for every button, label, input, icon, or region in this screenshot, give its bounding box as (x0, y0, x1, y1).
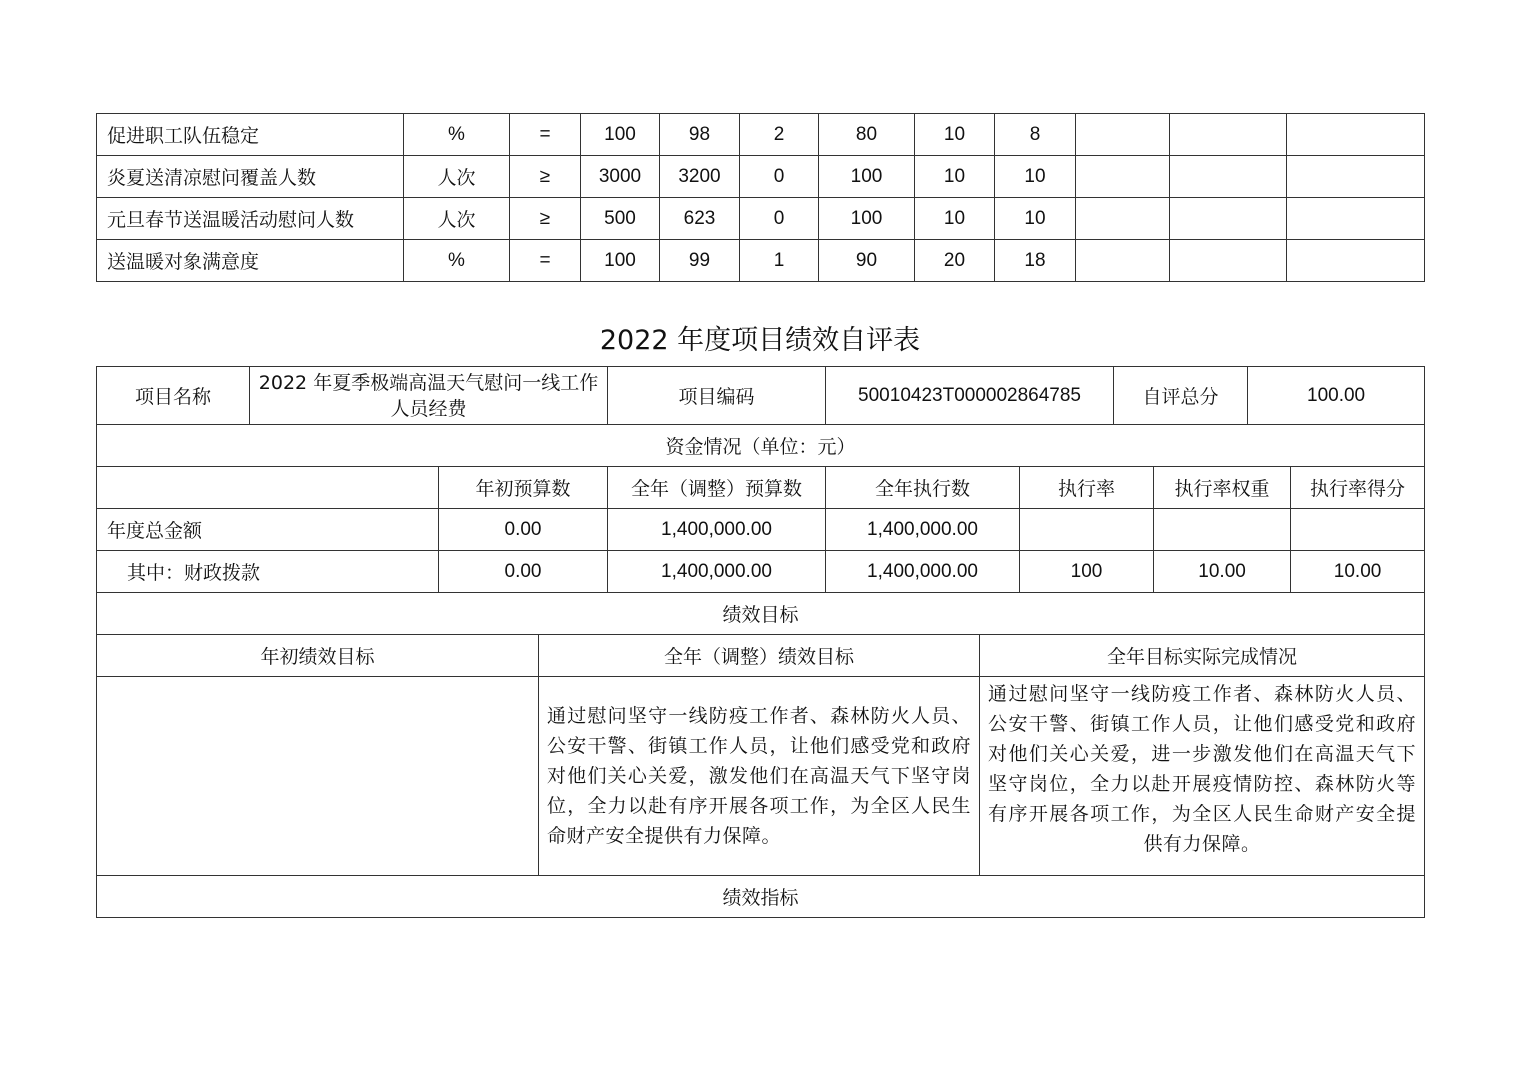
indicator-cell-unit: 人次 (404, 198, 510, 240)
funds-header-rate: 执行率 (1020, 467, 1154, 509)
funds-cell: 1,400,000.00 (826, 551, 1020, 593)
indicator-cell-empty (1170, 240, 1287, 282)
indicator-cell-score: 10 (995, 198, 1076, 240)
indicator-row (97, 156, 1425, 198)
funds-header-adjusted: 全年（调整）预算数 (608, 467, 826, 509)
indicator-cell-unit: 人次 (404, 156, 510, 198)
indicator-row (97, 198, 1425, 240)
indicator-cell-c1: 90 (819, 240, 915, 282)
indicator-cell-weight: 20 (915, 240, 995, 282)
funds-cell (1154, 509, 1291, 551)
indicator-continuation-table (96, 113, 1425, 282)
indicator-cell-actual: 3200 (660, 156, 740, 198)
indicator-cell-diff: 1 (740, 240, 819, 282)
indicator-cell-c1: 80 (819, 114, 915, 156)
indicator-cell-empty (1170, 114, 1287, 156)
indicator-cell-op: = (510, 240, 581, 282)
indicator-cell-name: 元旦春节送温暖活动慰问人数 (97, 198, 404, 240)
goals-content-row (97, 677, 1425, 876)
goals-header-row (97, 635, 1425, 677)
funds-header-weight: 执行率权重 (1154, 467, 1291, 509)
funds-row-label: 其中：财政拨款 (97, 551, 439, 593)
funds-section-title: 资金情况（单位：元） (97, 425, 1425, 467)
indicator-cell-empty (1287, 156, 1425, 198)
goals-header-actual: 全年目标实际完成情况 (980, 635, 1425, 677)
indicator-cell-diff: 2 (740, 114, 819, 156)
goals-header-adjusted: 全年（调整）绩效目标 (539, 635, 980, 677)
self-evaluation-table (96, 366, 1425, 918)
funds-cell: 10.00 (1154, 551, 1291, 593)
project-code-label: 项目编码 (608, 367, 826, 425)
goals-header-initial: 年初绩效目标 (97, 635, 539, 677)
funds-cell: 1,400,000.00 (608, 551, 826, 593)
indicator-cell-empty (1287, 198, 1425, 240)
total-score-label: 自评总分 (1114, 367, 1248, 425)
goals-actual-text: 通过慰问坚守一线防疫工作者、森林防火人员、公安干警、街镇工作人员，让他们感受党和政府对他们关心关爱，进一步激发他们在高温天气下坚守岗位，全力以赴开展疫情防控、森林防火等有序开展各项工作，为全区人民生命财产安全提供有力保障。 (980, 677, 1425, 876)
indicator-cell-op: ≥ (510, 198, 581, 240)
indicator-cell-op: ≥ (510, 156, 581, 198)
indicator-cell-score: 10 (995, 156, 1076, 198)
indicator-cell-actual: 99 (660, 240, 740, 282)
funds-cell: 10.00 (1291, 551, 1425, 593)
indicator-cell-unit: % (404, 240, 510, 282)
funds-cell (1291, 509, 1425, 551)
funds-cell: 0.00 (439, 509, 608, 551)
indicator-cell-empty (1170, 156, 1287, 198)
funds-header-initial: 年初预算数 (439, 467, 608, 509)
indicator-cell-score: 18 (995, 240, 1076, 282)
indicator-cell-c1: 100 (819, 198, 915, 240)
indicator-cell-name: 促进职工队伍稳定 (97, 114, 404, 156)
indicator-cell-score: 8 (995, 114, 1076, 156)
funds-header-executed: 全年执行数 (826, 467, 1020, 509)
funds-header-blank (97, 467, 439, 509)
indicator-cell-empty (1287, 240, 1425, 282)
project-info-row (97, 367, 1425, 425)
funds-cell: 100 (1020, 551, 1154, 593)
indicator-cell-actual: 98 (660, 114, 740, 156)
indicator-row (97, 114, 1425, 156)
page-title: 2022 年度项目绩效自评表 (599, 325, 921, 356)
indicator-cell-target: 100 (581, 114, 660, 156)
project-name-label: 项目名称 (97, 367, 250, 425)
indicator-cell-target: 500 (581, 198, 660, 240)
funds-row-total (97, 509, 1425, 551)
indicator-cell-empty (1076, 198, 1170, 240)
project-code-value: 50010423T000002864785 (826, 367, 1114, 425)
goals-initial-text (97, 677, 539, 876)
funds-cell (1020, 509, 1154, 551)
indicator-cell-weight: 10 (915, 114, 995, 156)
indicator-cell-weight: 10 (915, 198, 995, 240)
indicator-cell-empty (1076, 156, 1170, 198)
indicator-cell-weight: 10 (915, 156, 995, 198)
goals-adjusted-text: 通过慰问坚守一线防疫工作者、森林防火人员、公安干警、街镇工作人员，让他们感受党和政府对他们关心关爱，激发他们在高温天气下坚守岗位，全力以赴有序开展各项工作，为全区人民生命财产安全提供有力保障。 (539, 677, 980, 876)
indicator-cell-empty (1076, 114, 1170, 156)
indicator-cell-empty (1076, 240, 1170, 282)
indicator-cell-unit: % (404, 114, 510, 156)
indicator-cell-c1: 100 (819, 156, 915, 198)
funds-row-fiscal (97, 551, 1425, 593)
funds-cell: 0.00 (439, 551, 608, 593)
goals-section-title: 绩效目标 (97, 593, 1425, 635)
indicator-cell-actual: 623 (660, 198, 740, 240)
indicator-cell-diff: 0 (740, 156, 819, 198)
funds-cell: 1,400,000.00 (608, 509, 826, 551)
indicators-section-title: 绩效指标 (97, 876, 1425, 918)
funds-header-score: 执行率得分 (1291, 467, 1425, 509)
indicator-row (97, 240, 1425, 282)
indicator-cell-name: 送温暖对象满意度 (97, 240, 404, 282)
funds-row-label: 年度总金额 (97, 509, 439, 551)
total-score-value: 100.00 (1248, 367, 1425, 425)
indicator-cell-diff: 0 (740, 198, 819, 240)
indicator-cell-op: = (510, 114, 581, 156)
indicator-cell-name: 炎夏送清凉慰问覆盖人数 (97, 156, 404, 198)
funds-cell: 1,400,000.00 (826, 509, 1020, 551)
indicator-cell-target: 3000 (581, 156, 660, 198)
indicator-cell-target: 100 (581, 240, 660, 282)
indicator-cell-empty (1287, 114, 1425, 156)
project-name-value: 2022 年夏季极端高温天气慰问一线工作人员经费 (250, 367, 608, 425)
funds-header-row (97, 467, 1425, 509)
indicator-cell-empty (1170, 198, 1287, 240)
